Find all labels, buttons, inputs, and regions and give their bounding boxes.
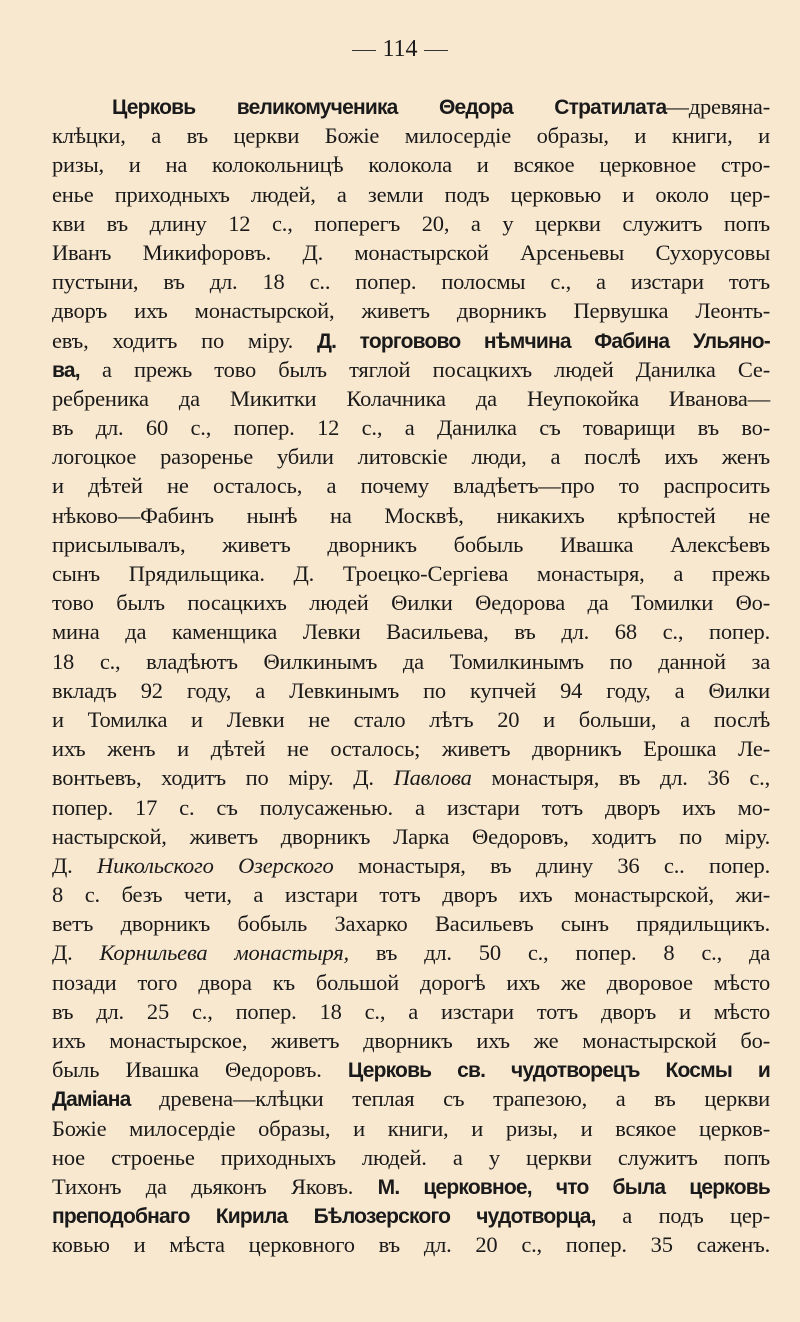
text-segment: вкладъ 92 году, а Левкинымъ по купчей 94 году, а Θилки <box>52 677 770 703</box>
text-line <box>52 968 770 997</box>
text-segment: ное строенье приходныхъ людей. а у церкви служитъ попъ <box>52 1144 770 1170</box>
text-segment: Д. <box>52 940 100 966</box>
text-line <box>52 238 770 267</box>
text-line <box>52 1143 770 1172</box>
text-line <box>52 326 770 355</box>
text-segment: присылывалъ, живетъ дворникъ бобыль Ивашка Алексѣевъ <box>52 531 770 557</box>
text-line <box>52 617 770 646</box>
text-segment: мина да каменщика Левки Васильева, въ дл. 68 с., попер. <box>52 619 770 645</box>
text-segment: а подъ цер- <box>595 1203 771 1229</box>
text-line <box>52 588 770 617</box>
text-segment: въ дл. 60 с., попер. 12 с., а Данилка съ товарищи въ во- <box>52 415 770 441</box>
text-segment: монастыря, въ дл. 36 с., <box>471 765 770 791</box>
page-number <box>0 36 800 63</box>
text-segment: ребреника да Микитки Колачника да Неупокойка Иванова— <box>52 385 770 411</box>
text-segment: попер. 17 с. съ полусаженью. а изстари тотъ дворъ ихъ мо- <box>52 794 770 820</box>
text-line <box>52 296 770 325</box>
text-line <box>52 734 770 763</box>
text-line <box>52 1084 770 1113</box>
text-line <box>52 180 770 209</box>
text-line <box>52 1201 770 1230</box>
text-segment: ветъ дворникъ бобыль Захарко Васильевъ сынъ прядильщикъ. <box>52 911 770 937</box>
text-line <box>52 355 770 384</box>
text-segment: дворъ ихъ монастырской, живетъ дворникъ Первушка Леонть- <box>52 298 770 324</box>
bold-heading-text: Церковь св. чудотворецъ Космы и <box>347 1059 770 1083</box>
text-segment: ихъ монастырское, живетъ дворникъ ихъ же монастырской бо- <box>52 1028 770 1053</box>
text-line <box>52 442 770 471</box>
text-segment: кви въ длину 12 с., поперегъ 20, а у церкви служитъ попъ <box>52 210 770 236</box>
text-segment: въ дл. 25 с., попер. 18 с., а изстари тотъ дворъ и мѣсто <box>52 998 770 1024</box>
text-segment: вонтьевъ, ходитъ по міру. Д. <box>52 765 394 791</box>
text-line <box>52 209 770 238</box>
text-segment: логоцкое разоренье убили литовскіе люди, а послѣ ихъ женъ <box>52 444 770 470</box>
bold-heading-text: ва, <box>52 358 80 382</box>
text-line <box>52 909 770 938</box>
text-segment: ихъ женъ и дѣтей не осталось; живетъ дворникъ Ерошка Ле- <box>52 736 770 762</box>
text-line <box>52 763 770 792</box>
text-line <box>52 1230 770 1259</box>
text-segment: позади того двора къ большой дорогѣ ихъ же дворовое мѣсто <box>52 969 770 995</box>
text-segment: древена—клѣцки теплая съ трапезою, а въ церкви <box>130 1086 770 1112</box>
text-line <box>52 647 770 676</box>
italic-text: Павлова <box>393 765 472 791</box>
text-line <box>52 676 770 705</box>
text-line <box>52 793 770 822</box>
text-line <box>52 530 770 559</box>
text-line <box>52 1172 770 1201</box>
text-segment: 8 с. безъ чети, а изстари тотъ дворъ ихъ монастырской, жи- <box>52 882 770 908</box>
text-segment: сынъ Прядильщика. Д. Троецко-Сергіева монастыря, а прежь <box>52 561 770 586</box>
text-line <box>52 1114 770 1143</box>
text-segment: евъ, ходитъ по міру. <box>52 327 317 353</box>
text-line <box>52 938 770 967</box>
dash-right <box>424 50 448 51</box>
bold-heading-text: Д. торговово нѣмчина Фабина Ульяно- <box>316 329 770 353</box>
text-line <box>52 880 770 909</box>
text-segment: Божіе милосердіе образы, и книги, и ризы, и всякое церков- <box>52 1115 770 1141</box>
text-line <box>52 559 770 588</box>
text-segment: енье приходныхъ людей, а земли подъ церковью и около цер- <box>52 181 770 207</box>
text-segment: 18 с., владѣютъ Θилкинымъ да Томилкинымъ по данной за <box>52 648 770 674</box>
italic-text: Корнильева монастыря, <box>99 940 349 966</box>
text-line <box>52 997 770 1026</box>
bold-heading-text: Даміана <box>52 1088 131 1112</box>
text-segment: въ дл. 50 с., попер. 8 с., да <box>348 940 770 966</box>
text-segment: и дѣтей не осталось, а почему владѣетъ—про то распросить <box>52 473 770 499</box>
text-line <box>52 121 770 150</box>
text-line <box>52 150 770 179</box>
text-line <box>52 1055 770 1084</box>
text-segment: клѣцки, а въ церкви Божіе милосердіе образы, и книги, и <box>52 123 770 149</box>
page-number-text: 114 <box>382 36 418 62</box>
text-segment: монастыря, въ длину 36 с.. попер. <box>333 852 770 878</box>
text-line <box>52 1026 770 1055</box>
text-segment: Тихонъ да дьяконъ Яковъ. <box>52 1173 378 1199</box>
text-line <box>52 501 770 530</box>
text-line <box>52 705 770 734</box>
text-segment: тово былъ посацкихъ людей Θилки Θедорова да Томилки Θо- <box>52 590 770 616</box>
text-line <box>52 92 770 121</box>
text-segment: нѣково—Фабинъ нынѣ на Москвѣ, никакихъ крѣпостей не <box>52 502 770 528</box>
text-line <box>52 822 770 851</box>
text-segment: Иванъ Микифоровъ. Д. монастырской Арсеньевы Сухорусовы <box>52 239 770 265</box>
text-line <box>52 413 770 442</box>
text-line <box>52 851 770 880</box>
text-segment: ризы, и на колокольницѣ колокола и всякое церковное стро- <box>52 152 770 178</box>
text-line <box>52 471 770 500</box>
text-line <box>52 384 770 413</box>
text-line <box>52 267 770 296</box>
text-segment: пустыни, въ дл. 18 с.. попер. полосмы с., а изстари тотъ <box>52 269 770 295</box>
dash-left <box>352 50 376 51</box>
text-segment: —древяна- <box>666 94 770 119</box>
text-segment: Д. <box>52 852 98 878</box>
text-segment: ковью и мѣста церковного въ дл. 20 с., попер. 35 саженъ. <box>52 1232 770 1258</box>
text-segment: а прежь тово былъ тяглой посацкихъ людей Данилка Се- <box>79 356 770 382</box>
body-text <box>52 92 770 1260</box>
bold-heading-text: М. церковное, что была церковь <box>377 1175 770 1199</box>
italic-text: Никольского Озерского <box>97 852 334 878</box>
text-segment: быль Ивашка Θедоровъ. <box>52 1057 348 1083</box>
bold-heading-text: Церковь великомученика Θедора Стратилата <box>112 96 667 119</box>
text-segment: настырской, живетъ дворникъ Ларка Θедоровъ, ходитъ по міру. <box>52 823 770 849</box>
text-segment: и Томилка и Левки не стало лѣтъ 20 и больши, а послѣ <box>52 706 770 732</box>
bold-heading-text: преподобнаго Кирила Бѣлозерского чудотворца, <box>52 1205 596 1229</box>
